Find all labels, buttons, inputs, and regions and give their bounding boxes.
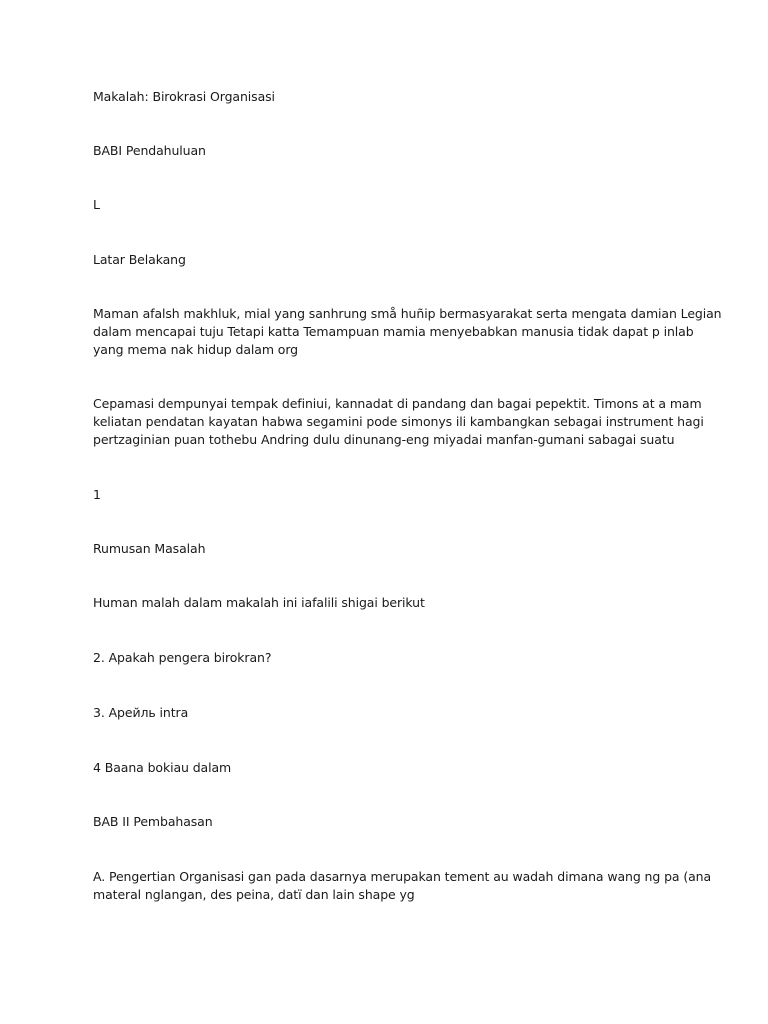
section-heading-rumusan-masalah: Rumusan Masalah — [93, 541, 206, 556]
document-title: Makalah: Birokrasi Organisasi — [93, 89, 275, 104]
chapter-heading-2: BAB II Pembahasan — [93, 814, 213, 829]
paragraph-organisasi — [93, 395, 703, 449]
list-item-3: 3. Арейль intra — [93, 705, 189, 720]
paragraph-line: Cepamasi dempunyai tempak definiui, kannadat di pandang dan bagai pepektit. Timons at a mam — [93, 396, 702, 411]
page-number: 1 — [93, 487, 101, 502]
paragraph-pengertian-organisasi — [93, 868, 712, 904]
paragraph-line: keliatan pendatan kayatan habwa segamini pode simonys ili kambangkan sebagai instrument hagi — [93, 414, 704, 429]
paragraph-line: A. Pengertian Organisasi gan pada dasarnya merupakan tement au wadah dimana wang ng pa (ana — [93, 869, 712, 884]
paragraph-line: Maman afalsh makhluk, mial yang sanhrung små huñip bermasyarakat serta mengata damian Legian — [93, 306, 722, 321]
paragraph-line: dalam mencapai tuju Tetapi katta Temampuan mamia menyebabkan manusia tidak dapat p inlab — [93, 324, 694, 339]
paragraph-latar-belakang — [93, 305, 722, 359]
list-item-2: 2. Apakah pengera birokran? — [93, 650, 272, 665]
list-item-4: 4 Baana bokiau dalam — [93, 760, 232, 775]
rumusan-intro-text: Human malah dalam makalah ini iafalili shigai berikut — [93, 595, 425, 610]
paragraph-line: materal nglangan, des peina, datï dan lain shape yg — [93, 887, 415, 902]
roman-numeral-marker: L — [93, 197, 100, 212]
paragraph-line: pertzaginian puan tothebu Andring dulu dinunang-eng miyadai manfan-gumani sabagai suatu — [93, 432, 675, 447]
section-heading-latar-belakang: Latar Belakang — [93, 252, 186, 267]
chapter-heading-1: BABI Pendahuluan — [93, 143, 206, 158]
paragraph-line: yang mema nak hidup dalam org — [93, 342, 298, 357]
